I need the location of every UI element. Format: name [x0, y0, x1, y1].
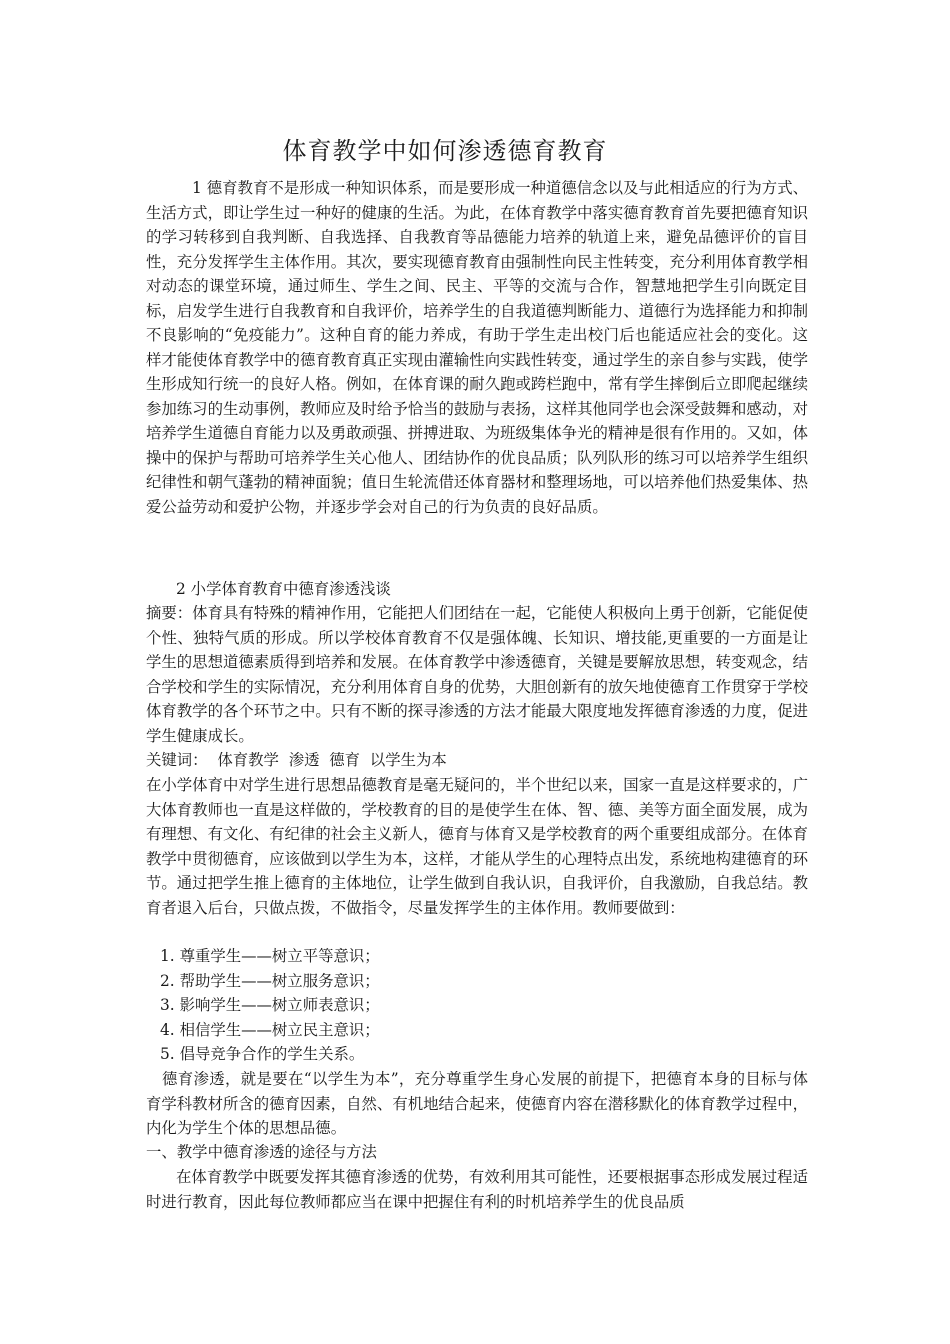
- heading-2: 2 小学体育教育中德育渗透浅谈: [176, 580, 391, 598]
- section-heading-1: 一、教学中德育渗透的途径与方法: [146, 1143, 377, 1161]
- list-item: 1. 尊重学生——树立平等意识；: [160, 947, 380, 965]
- list-item: 3. 影响学生——树立师表意识；: [160, 996, 380, 1014]
- paragraph-3: 德育渗透，就是要在“以学生为本”，充分尊重学生身心发展的前提下，把德育本身的目标与体育学科教材所含的德育因素，自然、有机地结合起来，使德育内容在潜移默化的体育教学过程中，内化为学生个体的思想品德。: [146, 1070, 808, 1137]
- paragraph-2: 在小学体育中对学生进行思想品德教育是毫无疑问的，半个世纪以来，国家一直是这样要求的，广大体育教师也一直是这样做的，学校教育的目的是使学生在体、智、德、美等方面全面发展，成为有理想、有文化、有纪律的社会主义新人，德育与体育又是学校教育的两个重要组成部分。在体育教学中贯彻德育，应该做到以学生为本，这样，才能从学生的心理特点出发，系统地构建德育的环节。通过把学生推上德育的主体地位，让学生做到自我认识，自我评价，自我激励，自我总结。教育者退入后台，只做点拨，不做指令，尽量发挥学生的主体作用。教师要做到：: [146, 776, 808, 917]
- paragraph-4: 在体育教学中既要发挥其德育渗透的优势，有效利用其可能性，还要根据事态形成发展过程适时进行教育，因此每位教师都应当在课中把握住有利的时机培养学生的优良品质: [146, 1168, 808, 1211]
- keywords-line: 关键词： 体育教学 渗透 德育 以学生为本: [146, 751, 447, 769]
- teacher-requirements-list: [160, 944, 800, 1067]
- list-item: 2. 帮助学生——树立服务意识；: [160, 971, 380, 990]
- abstract-paragraph: 摘要：体育具有特殊的精神作用，它能把人们团结在一起，它能使人积极向上勇于创新，它能促使个性、独特气质的形成。所以学校体育教育不仅是强体魄、长知识、增技能,更重要的一方面是让学生的思想道德素质得到培养和发展。在体育教学中渗透德育，关键是要解放思想，转变观念，结合学校和学生的实际情况，充分利用体育自身的优势，大胆创新有的放矢地使德育工作贯穿于学校体育教学的各个环节之中。只有不断的探寻渗透的方法才能最大限度地发挥德育渗透的力度，促进学生健康成长。: [146, 604, 808, 745]
- list-item: 5. 倡导竞争合作的学生关系。: [160, 1045, 365, 1063]
- list-item: 4. 相信学生——树立民主意识；: [160, 1020, 380, 1039]
- paragraph-1: 1 德育教育不是形成一种知识体系，而是要形成一种道德信念以及与此相适应的行为方式、生活方式，即让学生过一种好的健康的生活。为此，在体育教学中落实德育教育首先要把德育知识的学习转移到自我判断、自我选择、自我教育等品德能力培养的轨道上来，避免品德评价的盲目性，充分发挥学生主体作用。其次，要实现德育教育由强制性向民主性转变，充分利用体育教学相对动态的课堂环境，通过师生、学生之间、民主、平等的交流与合作，智慧地把学生引向既定目标，启发学生进行自我教育和自我评价，培养学生的自我道德判断能力、道德行为选择能力和抑制不良影响的“免疫能力”。这种自育的能力养成，有助于学生走出校门后也能适应社会的变化。这样才能使体育教学中的德育教育真正实现由灌输性向实践性转变，通过学生的亲自参与实践，使学生形成知行统一的良好人格。例如，在体育课的耐久跑或跨栏跑中，常有学生摔倒后立即爬起继续参加练习的生动事例，教师应及时给予恰当的鼓励与表扬，这样其他同学也会深受鼓舞和感动，对培养学生道德自育能力以及勇敢顽强、拼搏进取、为班级集体争光的精神是很有作用的。又如，体操中的保护与帮助可培养学生关心他人、团结协作的优良品质；队列队形的练习可以培养学生组织纪律性和朝气蓬勃的精神面貌；值日生轮流借还体育器材和整理场地，可以培养他们热爱集体、热爱公益劳动和爱护公物，并逐步学会对自己的行为负责的良好品质。: [146, 179, 808, 516]
- document-title: 体育教学中如何渗透德育教育: [282, 137, 608, 165]
